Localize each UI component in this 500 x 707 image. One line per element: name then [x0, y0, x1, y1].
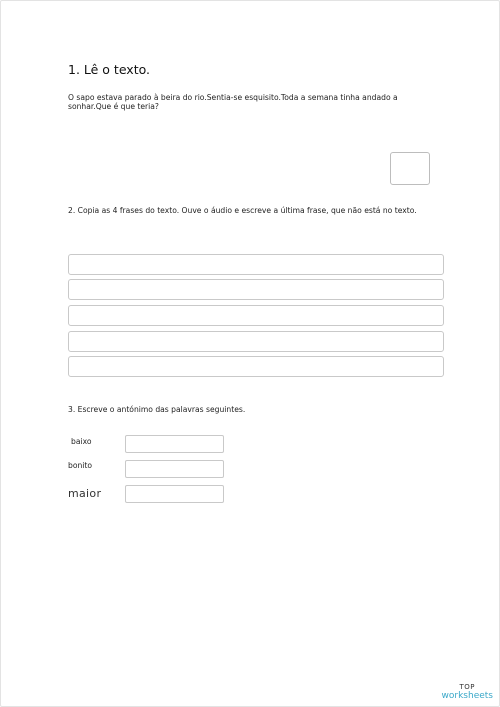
word-baixo: baixo: [71, 437, 92, 446]
sentence-input-1[interactable]: [68, 254, 444, 275]
topworksheets-logo: [442, 683, 493, 701]
antonym-input-3[interactable]: [125, 485, 224, 503]
sentence-input-4[interactable]: [68, 331, 444, 352]
antonym-input-2[interactable]: [125, 460, 224, 478]
logo-worksheets-text: worksheets: [441, 691, 493, 701]
antonym-input-1[interactable]: [125, 435, 224, 453]
section1-title: 1. Lê o texto.: [68, 62, 151, 77]
section2-instruction: 2. Copia as 4 frases do texto. Ouve o áudio e escreve a última frase, que não está no texto.: [68, 206, 417, 215]
sentence-input-2[interactable]: [68, 279, 444, 300]
reading-text: O sapo estava parado à beira do rio.Sentia-se esquisito.Toda a semana tinha andado a sonhar.Que é que teria?: [68, 93, 398, 111]
audio-player-box[interactable]: [390, 152, 430, 185]
logo-top-text: TOP: [459, 683, 476, 691]
sentence-input-5[interactable]: [68, 356, 444, 377]
sentence-input-3[interactable]: [68, 305, 444, 326]
section3-instruction: 3. Escreve o antónimo das palavras seguintes.: [68, 405, 246, 414]
word-bonito: bonito: [68, 461, 93, 470]
word-maior: maior: [68, 487, 102, 500]
